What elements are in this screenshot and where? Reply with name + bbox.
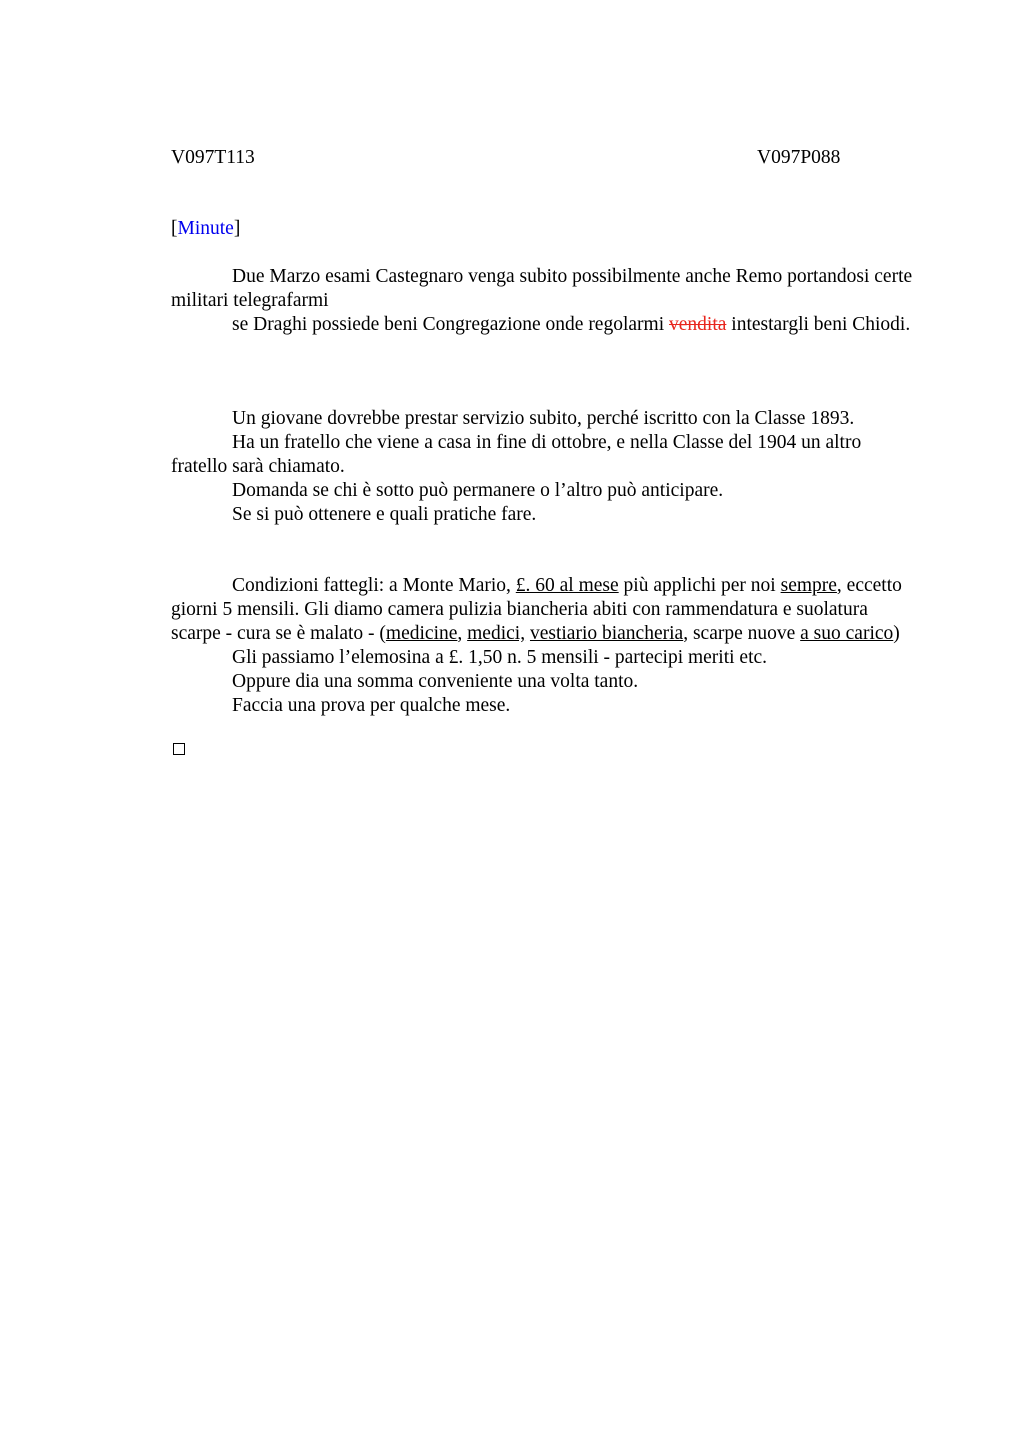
paragraph: Se si può ottenere e quali pratiche fare.: [232, 504, 537, 525]
paragraph: Un giovane dovrebbe prestar servizio subito, perché iscritto con la Classe 1893.: [232, 408, 855, 429]
paragraph: Faccia una prova per qualche mese.: [232, 695, 511, 716]
paragraph: Oppure dia una somma conveniente una volta tanto.: [232, 671, 639, 692]
minute-close-bracket: ]: [233, 218, 241, 239]
underlined-text: £. 60 al mese: [515, 575, 619, 596]
paragraph: Ha un fratello che viene a casa in fine di ottobre, e nella Classe del 1904 un altro fratello sarà chiamato.: [171, 432, 862, 477]
text-run: più applichi per noi: [618, 575, 781, 596]
text-run: Condizioni fattegli: a Monte Mario,: [232, 575, 516, 596]
deleted-word: vendita: [669, 314, 727, 335]
text-run: ,: [457, 623, 468, 644]
paragraph: [171, 574, 917, 646]
document-code-left: V097T113: [171, 147, 255, 168]
underlined-text: sempre: [780, 575, 837, 596]
text-run: , scarpe nuove: [683, 623, 801, 644]
section-military-service: [171, 407, 917, 527]
minute-label: [171, 217, 240, 241]
document-code-right: V097P088: [757, 147, 841, 168]
text-run: ): [893, 623, 900, 644]
text-run: intestargli beni Chiodi.: [726, 314, 911, 335]
paragraph: [171, 313, 917, 337]
text-run: , eccetto giorni 5 mensili. Gli diamo camera pulizia biancheria abiti con rammendatura e suolatura scarpe - cura se è malato - (: [171, 575, 902, 644]
underlined-text: medici,: [467, 623, 526, 644]
minute-link[interactable]: Minute: [177, 218, 234, 239]
paragraph: Gli passiamo l’elemosina a £. 1,50 n. 5 mensili - partecipi meriti etc.: [232, 647, 768, 668]
paragraph: Due Marzo esami Castegnaro venga subito possibilmente anche Remo portandosi certe militari telegrafarmi: [171, 266, 913, 311]
underlined-text: vestiario biancheria: [529, 623, 684, 644]
minute-open-bracket: [: [171, 218, 178, 239]
text-run: se Draghi possiede beni Congregazione onde regolarmi: [232, 314, 669, 335]
paragraph: Domanda se chi è sotto può permanere o l’altro può anticipare.: [232, 480, 724, 501]
section-conditions: [171, 574, 917, 718]
underlined-text: medicine: [385, 623, 458, 644]
end-of-document-box-icon: [173, 743, 185, 755]
section-telegram: [171, 265, 917, 337]
underlined-text: a suo carico: [800, 623, 894, 644]
